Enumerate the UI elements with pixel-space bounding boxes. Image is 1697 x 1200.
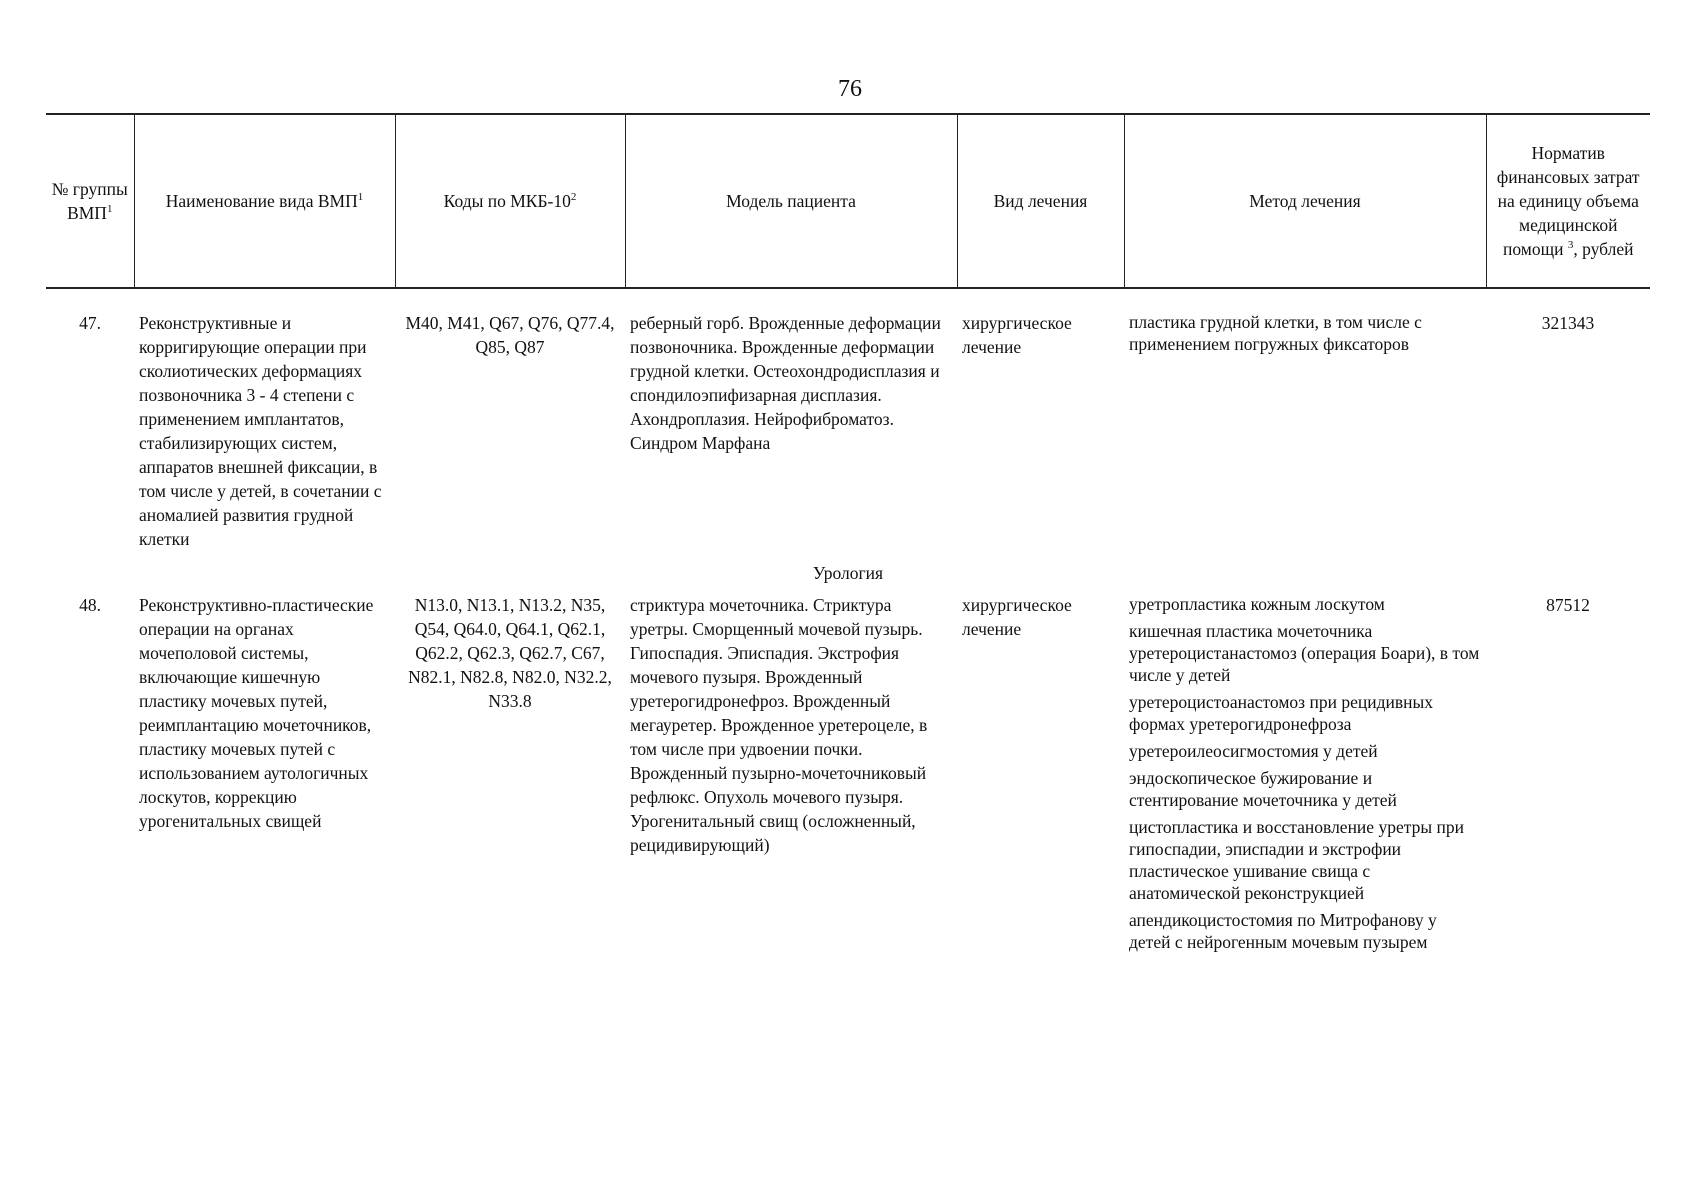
header-treatment-method: Метод лечения (1124, 114, 1486, 288)
vmp-table (46, 113, 1650, 958)
method-item: уретероцистоанастомоз при рецидивных формах уретерогидронефроза (1129, 692, 1433, 734)
header-group-number: № группы ВМП$^1$ (46, 114, 134, 288)
treatment-method-cell (1124, 591, 1486, 958)
method-item: эндоскопическое бужирование и стентирование мочеточника у детей (1129, 768, 1397, 810)
treatment-type-cell: хирургическое лечение (962, 313, 1072, 357)
row-number: 47. (79, 313, 101, 333)
treatment-method-cell (1124, 288, 1486, 551)
treatment-type-cell: хирургическое лечение (962, 595, 1072, 639)
method-item: апендикоцистостомия по Митрофанову у детей с нейрогенным мочевым пузырем (1129, 910, 1437, 952)
header-cost-standard: Норматив финансовых затрат на единицу объема медицинской помощи $^3$, рублей (1486, 114, 1650, 288)
header-icd-codes: Коды по МКБ-$10^2$ (395, 114, 625, 288)
method-item: уретероилеосигмостомия у детей (1129, 741, 1378, 761)
icd-codes-cell: N13.0, N13.1, N13.2, N35, Q54, Q64.0, Q64.1, Q62.1, Q62.2, Q62.3, Q62.7, C67, N82.1, N82.8, N82.0, N32.2, N33.8 (408, 595, 612, 711)
vmp-name-cell: Реконструктивно-пластические операции на органах мочеполовой системы, включающие кишечную пластику мочевых путей, реимплантацию мочеточников, пластику мочевых путей с использованием аутологичных лоскутов, коррекцию урогенитальных свищей (139, 595, 374, 831)
header-treatment-type: Вид лечения (957, 114, 1124, 288)
section-row (46, 551, 1650, 591)
row-number: 48. (79, 595, 101, 615)
header-patient-model: Модель пациента (625, 114, 957, 288)
table-row (46, 288, 1650, 551)
method-item: уретероцистанастомоз (операция Боари), в том числе у детей (1129, 643, 1480, 685)
cost-cell: 321343 (1541, 313, 1595, 333)
table-row (46, 591, 1650, 958)
vmp-table-container (46, 113, 1650, 958)
patient-model-cell: реберный горб. Врожденные деформации позвоночника. Врожденные деформации грудной клетки. Остеохондродисплазия и спондилоэпифизарная дисплазия. Ахондроплазия. Нейрофиброматоз. Синдром Марфана (630, 313, 941, 453)
method-item: пластика грудной клетки, в том числе с применением погружных фиксаторов (1129, 312, 1422, 354)
method-item: уретропластика кожным лоскутом (1129, 594, 1385, 614)
table-header-row (46, 114, 1650, 288)
section-label: Урология (812, 563, 884, 583)
vmp-name-cell: Реконструктивные и корригирующие операции при сколиотических деформациях позвоночника 3 - 4 степени с применением имплантатов, стабилизирующих систем, аппаратов внешней фиксации, в том числе у детей, в сочетании с аномалией развития грудной клетки (139, 313, 382, 549)
page-number: 76 (838, 76, 862, 102)
header-vmp-name: Наименование вида ВМП$^1$ (134, 114, 395, 288)
patient-model-cell: стриктура мочеточника. Стриктура уретры. Сморщенный мочевой пузырь. Гипоспадия. Эписпадия. Экстрофия мочевого пузыря. Врожденный уретерогидронефроз. Врожденный мегауретер. Врожденное уретероцеле, в том числе при удвоении почки. Врожденный пузырно-мочеточниковый рефлюкс. Опухоль мочевого пузыря. Урогенитальный свищ (осложненный, рецидивирующий) (630, 595, 928, 855)
icd-codes-cell: M40, M41, Q67, Q76, Q77.4, Q85, Q87 (405, 313, 615, 357)
cost-cell: 87512 (1546, 595, 1590, 615)
method-item: пластическое ушивание свища с анатомической реконструкцией (1129, 861, 1371, 903)
method-item: цистопластика и восстановление уретры при гипоспадии, эписпадии и экстрофии (1129, 817, 1464, 859)
method-item: кишечная пластика мочеточника (1129, 621, 1373, 641)
